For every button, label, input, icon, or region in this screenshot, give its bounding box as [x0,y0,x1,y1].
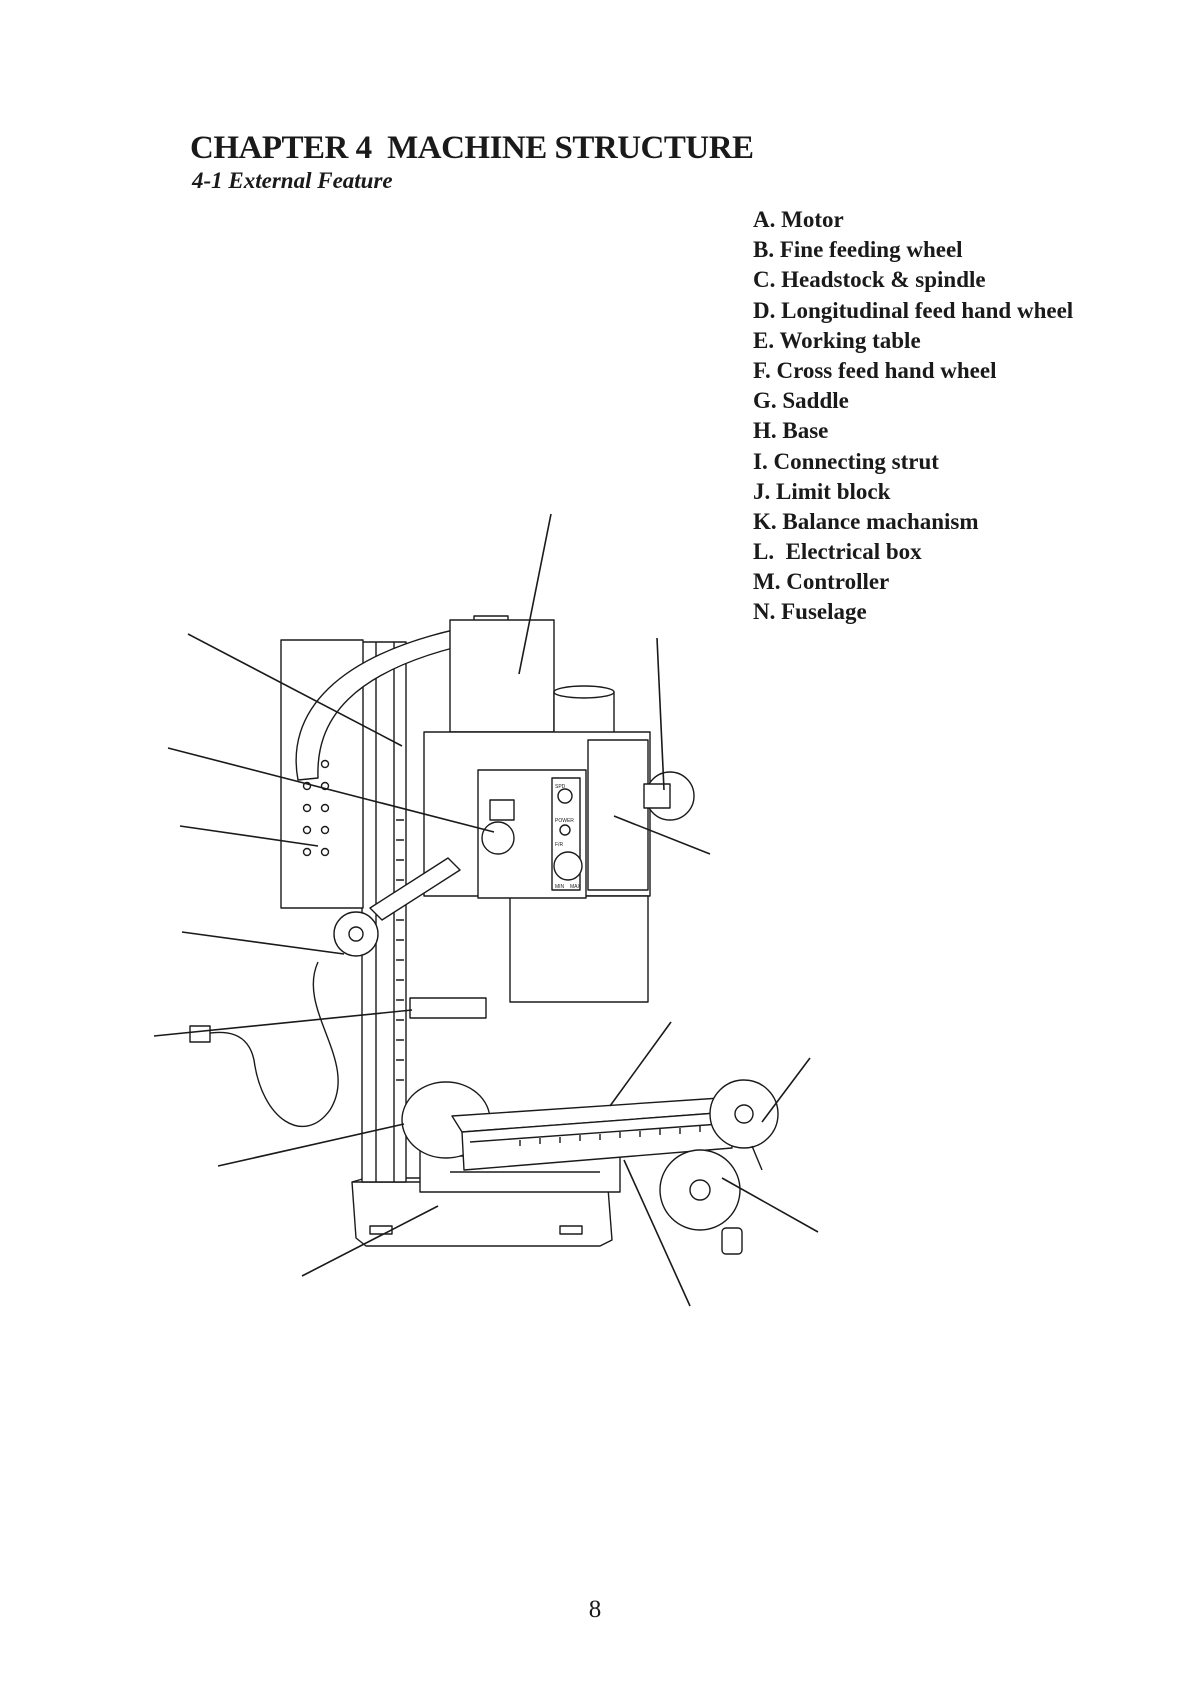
legend-letter: G. [753,388,777,414]
legend-label: Motor [781,207,844,232]
legend-letter: L. [753,539,775,565]
box-dot [322,805,329,812]
fine-feed-hub [482,822,514,854]
controller-window [490,800,514,820]
base-slot [560,1226,582,1234]
legend-label: Fine feeding wheel [779,237,963,263]
controller-knob [558,789,572,803]
controller-label: POWER [555,818,574,824]
section-title: 4-1 External Feature [192,168,393,193]
page-number: 8 [588,1596,602,1623]
box-dot [322,849,329,856]
fine-feed-shaft [644,784,670,808]
longitudinal-hub [735,1105,753,1123]
controller-knob [554,852,582,880]
headstock-side [588,740,648,890]
box-dot [304,827,311,834]
legend-label: Connecting strut [773,448,939,474]
controller-knob [560,825,570,835]
legend-label: Headstock & spindle [781,267,986,293]
controller-label: MAX [570,884,581,890]
legend-letter: I. [753,448,768,474]
legend-letter: A. [753,207,776,232]
balance-pivot-inner [349,927,363,941]
legend-letter: C. [753,267,776,293]
legend-letter: F. [753,357,771,383]
legend-label: Controller [786,569,890,595]
legend-letter: N. [753,599,776,625]
legend-letter: K. [753,508,777,534]
legend-label: Saddle [782,388,849,414]
controller-label: SPD [555,784,566,790]
cross-feed-hub [690,1180,710,1200]
legend-label: Limit block [776,478,891,504]
chapter-title: CHAPTER 4 MACHINE STRUCTURE [190,130,754,166]
box-dot [322,761,329,768]
power-plug [190,1026,210,1042]
legend-letter: B. [753,237,775,263]
leader-line-working-table [610,1022,671,1106]
longitudinal-handle [752,1146,762,1170]
controller-label: F/R [555,842,564,848]
box-dot [304,849,311,856]
motor-cap [554,692,614,738]
box-dot [322,827,329,834]
controller-label: MIN [555,884,565,890]
power-cord-drawing [204,962,338,1126]
legend-letter: M. [753,569,781,595]
legend-label: Base [782,418,829,444]
legend-label: Longitudinal feed hand wheel [781,297,1074,323]
legend-label: Electrical box [779,539,922,565]
cross-feed-handle [722,1228,742,1254]
motor-cap-top [554,686,614,698]
leader-line-fine-feed-wheel [657,638,664,790]
legend-letter: J. [753,478,771,504]
motor-drawing [450,620,554,732]
leader-line-balance [182,932,344,954]
limit-block-drawing [410,998,486,1018]
legend-letter: H. [753,418,777,444]
legend-letter: D. [753,297,776,323]
spindle-housing [510,896,648,1002]
legend-label: Balance machanism [782,508,979,534]
legend-label: Fuselage [781,599,867,625]
legend-label: Working table [779,327,921,353]
leader-line-longitudinal-wheel [762,1058,810,1122]
legend-letter: E. [753,327,775,353]
legend-label: Cross feed hand wheel [776,357,997,383]
base-slot [370,1226,392,1234]
box-dot [304,805,311,812]
